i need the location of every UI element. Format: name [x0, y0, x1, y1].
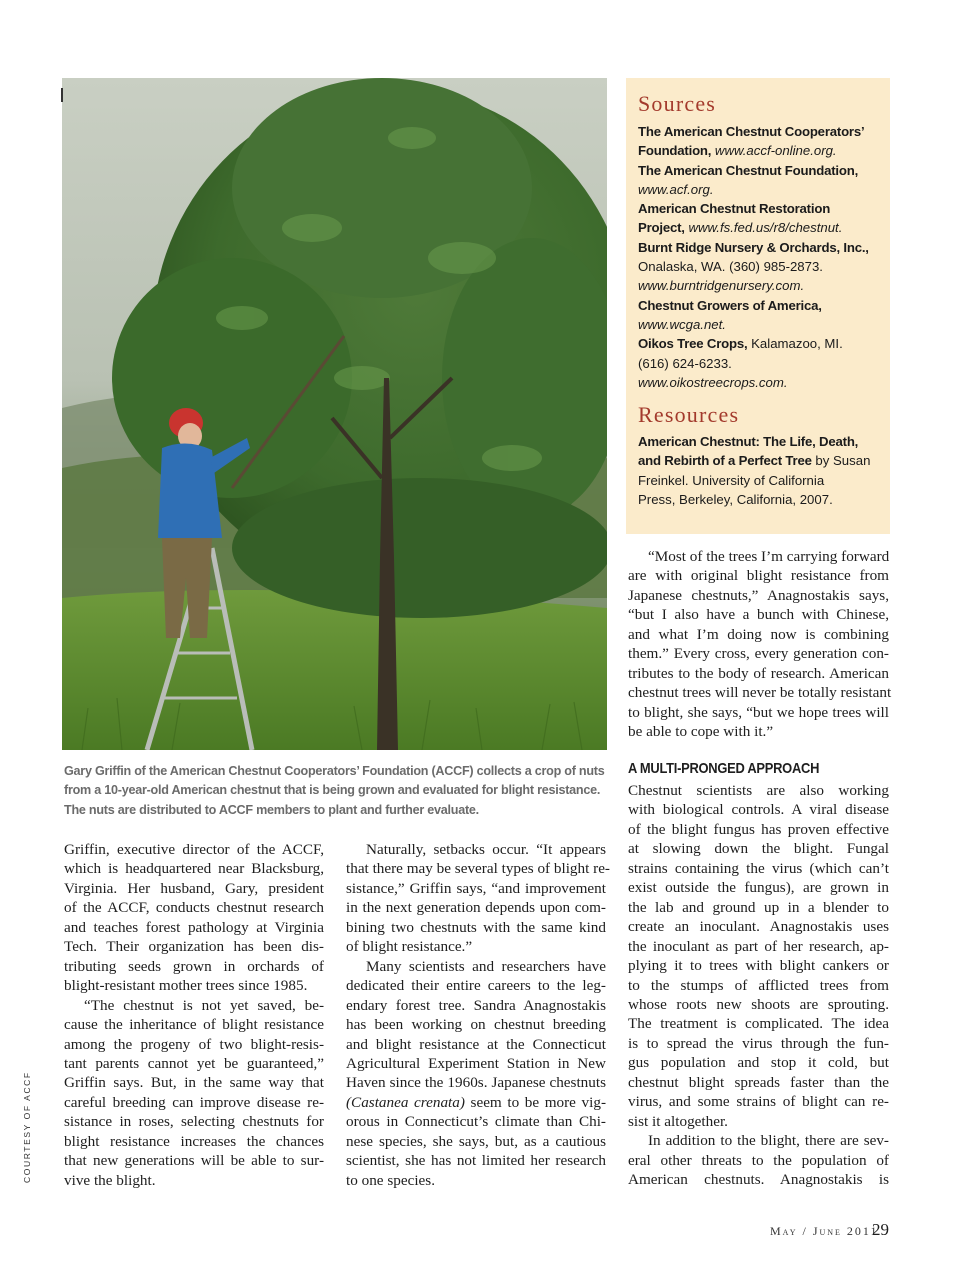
text-line: is to spread the virus through the fun-	[628, 1034, 889, 1052]
text-line: Agricultural Experiment Station in New	[346, 1054, 606, 1072]
text-line: which is headquartered near Blacksburg,	[64, 860, 324, 878]
sidebar-entry-line	[638, 199, 886, 218]
text-line: “but I also have a bunch with Chinese,	[628, 606, 889, 624]
sidebar-entry-bold: Foundation,	[638, 143, 712, 159]
text-line: to blight, she says, “but we hope trees will	[628, 703, 889, 721]
text-line: plying it to trees with blight cankers or	[628, 957, 889, 975]
text-line: has been working on chestnut breeding	[346, 1016, 606, 1034]
text-line: The treatment is complicated. The idea	[628, 1015, 889, 1033]
photo-caption	[64, 762, 612, 820]
sidebar-entry-line	[638, 334, 886, 353]
page-number: 29	[872, 1220, 889, 1239]
resources-heading: Resources	[638, 402, 740, 427]
sidebar-entry-line	[638, 354, 886, 373]
text-line: sistance,” Griffin says, “and improvement	[346, 879, 606, 897]
sidebar-entry-bold: Burnt Ridge Nursery & Orchards, Inc.,	[638, 239, 869, 255]
sidebar-entry-plain: by Susan	[811, 453, 871, 469]
sidebar-entry-italic: www.oikostreecrops.com.	[638, 374, 788, 390]
sidebar-entry-line	[638, 432, 886, 451]
sidebar-entry-bold: and Rebirth of a Perfect Tree	[638, 453, 812, 469]
sidebar-entry-bold: The American Chestnut Foundation,	[638, 162, 859, 178]
sidebar-entry-line	[638, 257, 886, 276]
text-line: and blight resistance at the Connecticut	[346, 1035, 606, 1053]
sidebar-entry-bold: The American Chestnut Cooperators’	[638, 124, 865, 139]
sidebar-entry-line	[638, 490, 886, 509]
text-line: create an inoculant. Anagnostakis uses	[628, 918, 889, 936]
text-line: “Most of the trees I’m carrying forward	[648, 548, 890, 565]
text-line: of the ACCF, conducts chestnut research	[64, 899, 324, 917]
text-line: the inoculant as part of her research, ap-	[628, 937, 889, 955]
sidebar-entry-line	[638, 180, 886, 199]
text-line: and teaches forest pathology at Virginia	[64, 918, 324, 936]
section-subhead: A MULTI-PRONGED APPROACH	[628, 760, 820, 777]
chestnut-tree-photo	[62, 78, 607, 750]
sidebar-entry-line	[638, 276, 886, 295]
text-line: with biological controls. A viral disease	[628, 801, 889, 819]
text-line: be able to cope with it.”	[628, 723, 774, 741]
text-line: careful breeding can improve disease re-	[64, 1093, 324, 1111]
text-line: the lab and ground up in a blender to	[628, 898, 889, 916]
text-line: In addition to the blight, there are sev-	[648, 1132, 889, 1150]
text-line: sist it altogether.	[628, 1112, 728, 1130]
caption-line: Gary Griffin of the American Chestnut Cooperators’ Foundation (ACCF) collects a crop of nuts	[64, 764, 605, 778]
sidebar-entry-italic: www.burntridgenursery.com.	[638, 278, 805, 294]
resources-list	[638, 432, 886, 509]
text-line: orous in Connecticut’s climate than Chi-	[346, 1113, 606, 1131]
text-line: that there may be several types of blight re-	[346, 860, 610, 878]
text-line: whose roots new shoots are sprouting.	[628, 995, 889, 1013]
text-line: bining two chestnuts with the same kind	[346, 918, 606, 936]
caption-line: from a 10-year-old American chestnut that is being grown and evaluated for blight resistance.	[64, 783, 601, 798]
text-line: exist outside the fungus), are grown in	[628, 879, 889, 897]
sidebar-entry-line	[638, 141, 886, 160]
sidebar-entry-line	[638, 373, 886, 392]
text-line: (Castanea crenata) seem to be more vig-	[346, 1093, 606, 1111]
sidebar-entry-line	[638, 451, 886, 470]
sources-heading: Sources	[638, 91, 717, 116]
text-line: chestnut trees will never be totally resistant	[628, 684, 892, 702]
text-line: Many scientists and researchers have	[366, 957, 606, 975]
sidebar-entry-italic: www.wcga.net.	[638, 316, 726, 332]
text-line: gus population and stop it cold, but	[628, 1054, 889, 1072]
sidebar-entry-plain: (616) 624-6233.	[638, 355, 732, 371]
text-line: chestnut blight spreads faster than the	[628, 1073, 889, 1091]
caption-line: The nuts are distributed to ACCF members to plant and further evaluate.	[64, 802, 479, 817]
text-line: vive the blight.	[64, 1171, 156, 1189]
text-line: at slowing down the blight. Fungal	[628, 840, 889, 858]
sidebar-entry-bold: Oikos Tree Crops,	[638, 336, 748, 352]
sidebar-entry-line	[638, 161, 886, 180]
crop-mark	[61, 88, 63, 102]
text-line: sistance in roses, selecting chestnuts for	[64, 1113, 324, 1131]
text-line: “The chestnut is not yet saved, be-	[84, 996, 324, 1014]
sidebar-entry-plain: Kalamazoo, MI.	[747, 336, 843, 352]
text-line: Griffin says. But, in the same way that	[64, 1074, 324, 1092]
text-line: them.” Every cross, every generation con-	[628, 645, 889, 663]
sidebar-entry-italic: www.accf-online.org.	[714, 143, 837, 159]
text-line: Virginia. Her husband, Gary, president	[64, 879, 324, 897]
text-line: tant parents cannot yet be guaranteed,”	[64, 1054, 324, 1072]
sidebar-entry-line	[638, 296, 886, 315]
text-line: are with original blight resistance from	[628, 567, 889, 585]
text-line: virus, and some strains of blight can re-	[628, 1093, 889, 1111]
sidebar-entry-plain: Onalaska, WA. (360) 985-2873.	[638, 259, 823, 275]
sidebar-entry-plain: Press, Berkeley, California, 2007.	[638, 491, 833, 507]
sidebar-entry-line	[638, 122, 886, 141]
sources-list	[638, 122, 886, 392]
text-line: and what I’m doing now is combining	[628, 625, 889, 643]
text-line: of blight resistance.”	[346, 938, 473, 956]
text-line: Naturally, setbacks occur. “It appears	[366, 841, 606, 858]
text-line: to the stumps of afflicted trees from	[628, 976, 889, 994]
text-line: among the progeny of two blight-resis-	[64, 1035, 324, 1053]
text-line: scientist, she has not limited her research	[346, 1152, 606, 1170]
text-line: dedicated their entire careers to the leg-	[346, 977, 606, 995]
text-line: Tech. Their organization has been dis-	[64, 938, 324, 956]
text-line: blight resistance increases the chances	[64, 1132, 324, 1150]
text-line: cause the inheritance of blight resistance	[64, 1016, 324, 1034]
sidebar-entry-bold: American Chestnut Restoration	[638, 201, 831, 217]
text-line: in the next generation depends upon com-	[346, 899, 606, 917]
text-line: tributing seeds grown in orchards of	[64, 957, 324, 975]
sidebar-entry-line	[638, 218, 886, 237]
text-line: blight-resistant mother trees since 1985.	[64, 977, 308, 995]
text-line: tributes to the body of research. American	[628, 664, 889, 682]
sidebar-entry-bold: Chestnut Growers of America,	[638, 297, 822, 313]
body-column-1	[64, 840, 324, 1190]
sidebar-entry-plain: Freinkel. University of California	[638, 472, 825, 488]
sidebar-entry-line	[638, 315, 886, 334]
body-column-3-top	[628, 547, 892, 742]
text-line: Haven since the 1960s. Japanese chestnuts	[346, 1074, 606, 1092]
body-column-2	[346, 840, 610, 1190]
sidebar-entry-italic: www.fs.fed.us/r8/chestnut.	[688, 220, 843, 236]
text-line: Chestnut scientists are also working	[628, 782, 889, 799]
text-line: strains containing the virus (which can’t	[628, 859, 889, 877]
footer-date: May / June 2011	[770, 1224, 879, 1238]
photo-credit: COURTESY OF ACCF	[22, 1071, 32, 1183]
text-line: endary forest tree. Sandra Anagnostakis	[346, 996, 606, 1014]
sidebar-entry-bold: American Chestnut: The Life, Death,	[638, 434, 859, 449]
sidebar-entry-bold: Project,	[638, 220, 685, 236]
text-line: of the blight fungus has proven effective	[628, 820, 889, 838]
sidebar-entry-line	[638, 238, 886, 257]
text-line: nese species, she says, but, as a cautious	[346, 1132, 606, 1150]
text-line: to one species.	[346, 1171, 435, 1189]
body-column-3-bottom	[628, 781, 889, 1190]
text-line: Griffin, executive director of the ACCF,	[64, 841, 324, 858]
text-line: eral other threats to the population of	[628, 1151, 889, 1169]
sources-sidebar	[626, 78, 890, 534]
text-line: that new generations will be able to sur-	[64, 1152, 324, 1170]
sidebar-entry-italic: www.acf.org.	[638, 181, 714, 197]
text-line: American chestnuts. Anagnostakis is	[628, 1171, 889, 1189]
text-line: Japanese chestnuts,” Anagnostakis says,	[628, 586, 889, 604]
sidebar-entry-line	[638, 471, 886, 490]
